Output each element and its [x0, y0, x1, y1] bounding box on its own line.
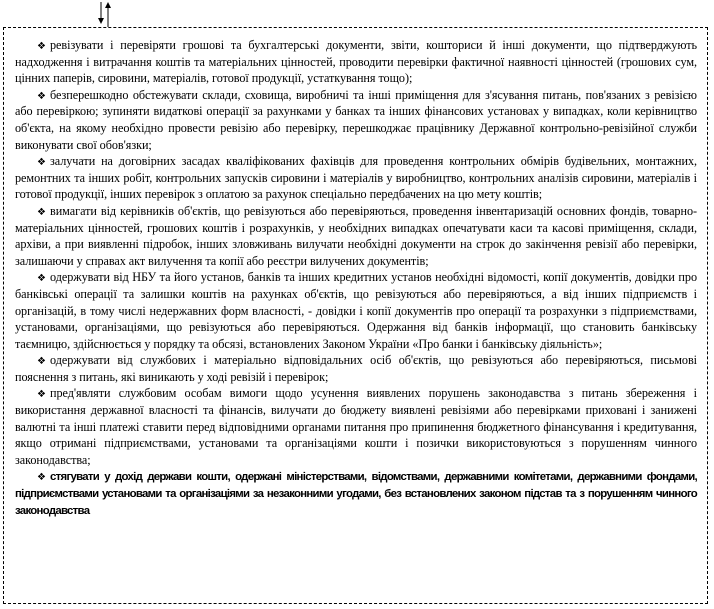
list-item-text: ревізувати і перевіряти грошові та бухгалтерські документи, звіти, кошториси й інші документи, що підтверджують надходження і витрачання коштів та матеріальних цінностей, проводити перевірки фактичної наявності цінностей (грошових сум, цінних паперів, сировини, матеріалів, готової продукції, устаткування тощо); [15, 38, 697, 86]
four-diamond-bullet-icon: ❖ [37, 389, 46, 401]
four-diamond-bullet-icon: ❖ [37, 356, 46, 368]
four-diamond-bullet-icon: ❖ [37, 157, 46, 169]
list-item-text: пред'являти службовим особам вимоги щодо усунення виявлених порушень законодавства з питань збереження і використання державної власності та фінансів, вилучати до бюджету виявлені ревізіями або перевірками приховані і занижені валютні та інші платежі ставити перед відповідними органами питання про припинення бюджетного фінансування і кредитування, якщо отримані підприємствами, установами та організаціями кошти і позички використовуються з порушенням чинного законодавства; [15, 386, 697, 467]
list-item [15, 269, 697, 352]
four-diamond-bullet-icon: ❖ [37, 41, 46, 52]
list-item [15, 37, 697, 87]
list-item-text: безперешкодно обстежувати склади, сховища, виробничі та інші приміщення для з'ясування питань, пов'язаних з ревізією або перевіркою; зупиняти видаткові операції за рахунками у банках та інших фінансових установах у випадках, коли керівництво об'єкта, на якому необхідно провести ревізію або перевірку, перешкоджає працівнику Державної контрольно-ревізійної служби виконувати свої обов'язки; [15, 87, 697, 152]
up-down-arrows-icon [96, 0, 116, 28]
four-diamond-bullet-icon: ❖ [37, 472, 46, 484]
list-item [15, 203, 697, 269]
list-item-bold [15, 468, 697, 519]
list-item-text: залучати на договірних засадах кваліфікованих фахівців для проведення контрольних обмірів будівельних, монтажних, ремонтних та інших робіт, контрольних запусків сировини і матеріалів у виробництво, контрольних аналізів сировини, матеріалів і готової продукції, інших перевірок з оплатою за рахунок спеціально передбачених на цю мету коштів; [15, 154, 697, 202]
four-diamond-bullet-icon: ❖ [37, 206, 46, 218]
list-item-text: вимагати від керівників об'єктів, що ревізуються або перевіряються, проведення інвентаризацій основних фондів, товарно-матеріальних цінностей, грошових коштів і розрахунків, у необхідних випадках опечатувати каси та касові приміщення, склади, архіви, а при виявленні підробок, інших зловживань вилучати необхідні документи на строк до закінчення ревізії або перевірки, залишаючи у справах акт вилучення та копії або реєстри вилучених документів; [15, 203, 697, 268]
list-item-text: одержувати від НБУ та його установ, банків та інших кредитних установ необхідні відомості, копії документів, довідки про банківські операції та залишки коштів на рахунках об'єктів, що ревізуються або перевіряються, а від інших підприємств і організацій, в тому числі недержавних форм власності, - довідки і копії документів про операції та розрахунки з підприємствами, установами, організаціями, що ревізуються або перевіряються. Одержання від банків інформації, що становить банківську таємницю, здійснюється у порядку та обсязі, встановлених Законом України «Про банки і банківську діяльність»; [15, 270, 697, 351]
list-item [15, 87, 697, 153]
list-item-text: одержувати від службових і матеріально відповідальних осіб об'єктів, що ревізуються або перевіряються, письмові пояснення з питань, які виникають у ході ревізій і перевірок; [15, 353, 697, 384]
dashed-text-frame [3, 27, 708, 604]
four-diamond-bullet-icon: ❖ [37, 90, 46, 102]
list-item [15, 352, 697, 385]
list-item [15, 153, 697, 203]
list-item [15, 385, 697, 468]
list-item-text: стягувати у дохід держави кошти, одержані міністерствами, відомствами, державними комітетами, державними фондами, підприємствами установами та організаціями за незаконними угодами, без встановлених законом підстав та з порушенням чинного законодавства [15, 471, 697, 518]
four-diamond-bullet-icon: ❖ [37, 273, 46, 285]
